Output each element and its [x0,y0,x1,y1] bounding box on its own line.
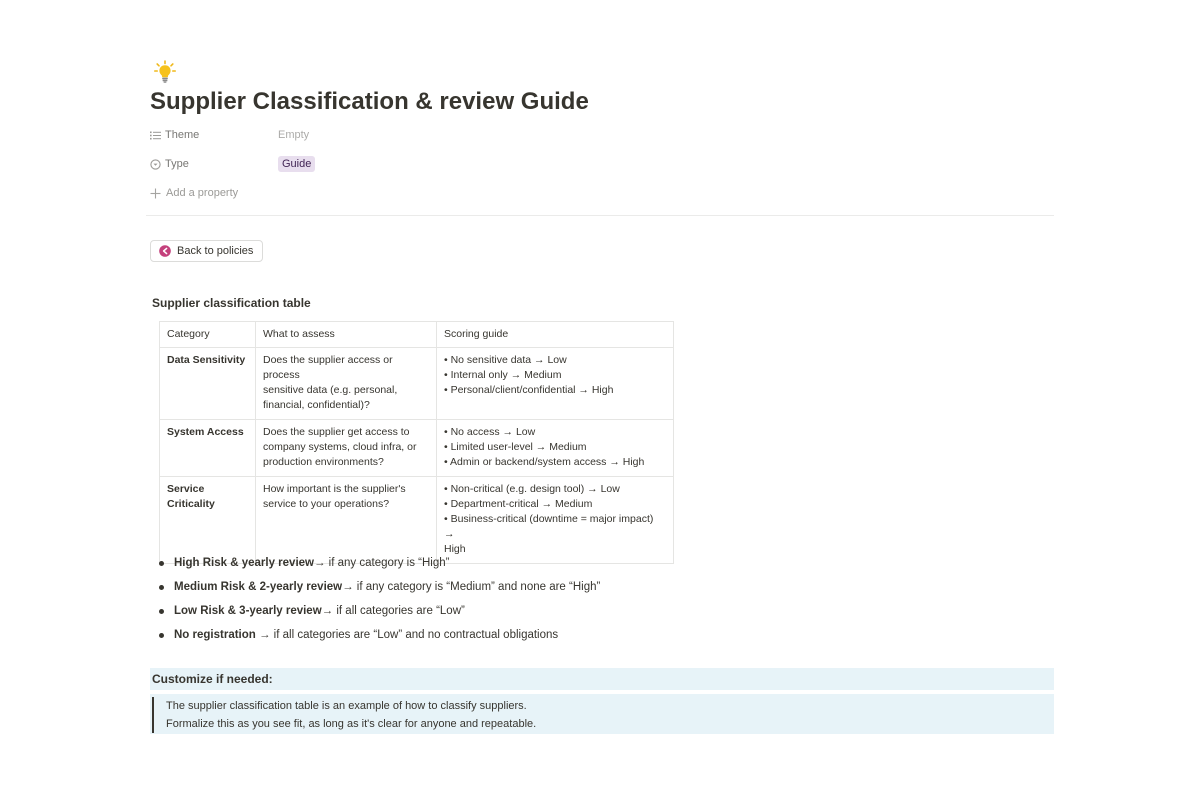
row-category: Service Criticality [160,477,256,564]
property-theme-value[interactable]: Empty [278,129,310,141]
assess-line: financial, confidential)? [263,399,370,411]
row-assess [256,420,437,477]
bullet [159,561,164,566]
scoring-line: • Internal only → Medium [444,369,562,381]
callout-body [150,694,1054,734]
property-theme-name[interactable] [150,129,278,141]
rule-text: → if all categories are “Low” [321,605,465,617]
assess-line: company systems, cloud infra, or [263,441,417,453]
assess-line: sensitive data (e.g. personal, [263,384,398,396]
scoring-line: • Admin or backend/system access → High [444,456,645,468]
scoring-line: High [444,543,466,555]
callout-heading: Customize if needed: [150,668,1054,690]
rule-title: High Risk & yearly review [174,557,314,569]
add-property-label: Add a property [166,187,239,199]
bullet [159,585,164,590]
property-type[interactable] [150,153,550,175]
assess-line: How important is the supplier's [263,483,406,495]
assess-line: service to your operations? [263,498,390,510]
property-theme-label: Theme [165,129,200,141]
scoring-line: • No sensitive data → Low [444,354,567,366]
add-property-button[interactable] [150,182,550,204]
back-to-policies-button[interactable] [150,240,263,262]
assess-line: production environments? [263,456,384,468]
property-type-name[interactable] [150,158,278,170]
scoring-line: • Non-critical (e.g. design tool) → Low [444,483,620,495]
page-title: Supplier Classification & review Guide [150,88,589,115]
table-row [160,348,674,420]
plus-icon [150,188,161,199]
callout-line: The supplier classification table is an example of how to classify suppliers. [166,700,527,712]
row-assess [256,348,437,420]
list-item [150,599,600,623]
table-row [160,420,674,477]
property-theme[interactable] [150,124,550,146]
table-heading: Supplier classification table [152,296,311,310]
rule-title: No registration [174,629,256,641]
back-to-policies-label: Back to policies [177,245,254,257]
row-scoring [437,348,674,420]
list-item [150,551,600,575]
lightbulb-icon[interactable] [154,60,176,84]
risk-rules-list [150,551,600,647]
rule-title: Medium Risk & 2-yearly review [174,581,343,593]
property-type-label: Type [165,158,189,170]
assess-line: Does the supplier access or process [263,354,393,381]
scoring-line: • Personal/client/confidential → High [444,384,614,396]
bullet [159,609,164,614]
table-header-row [160,322,674,348]
row-scoring [437,420,674,477]
row-category: System Access [160,420,256,477]
scoring-line: • Department-critical → Medium [444,498,593,510]
header-scoring-guide: Scoring guide [437,322,674,348]
rule-text: → if all categories are “Low” and no contractual obligations [255,629,559,641]
callout-line: Formalize this as you see fit, as long as it's clear for anyone and repeatable. [166,718,537,730]
scoring-line: • Limited user-level → Medium [444,441,587,453]
rule-title: Low Risk & 3-yearly review [174,605,322,617]
list-item [150,575,600,599]
assess-line: Does the supplier get access to [263,426,410,438]
header-category: Category [160,322,256,348]
divider [146,215,1054,216]
rule-text: → if any category is “Medium” and none are “High” [342,581,601,593]
bullet [159,633,164,638]
scoring-line: • Business-critical (downtime = major impact) → [444,513,654,540]
row-category: Data Sensitivity [160,348,256,420]
list-item [150,623,600,647]
classification-table [159,321,674,564]
header-what-to-assess: What to assess [256,322,437,348]
select-icon [150,159,161,170]
scoring-line: • No access → Low [444,426,536,438]
callout-quote [152,697,1054,733]
rule-text: → if any category is “High” [313,557,450,569]
type-tag[interactable]: Guide [278,156,315,172]
list-icon [150,130,161,141]
arrow-left-circle-icon [159,245,171,257]
